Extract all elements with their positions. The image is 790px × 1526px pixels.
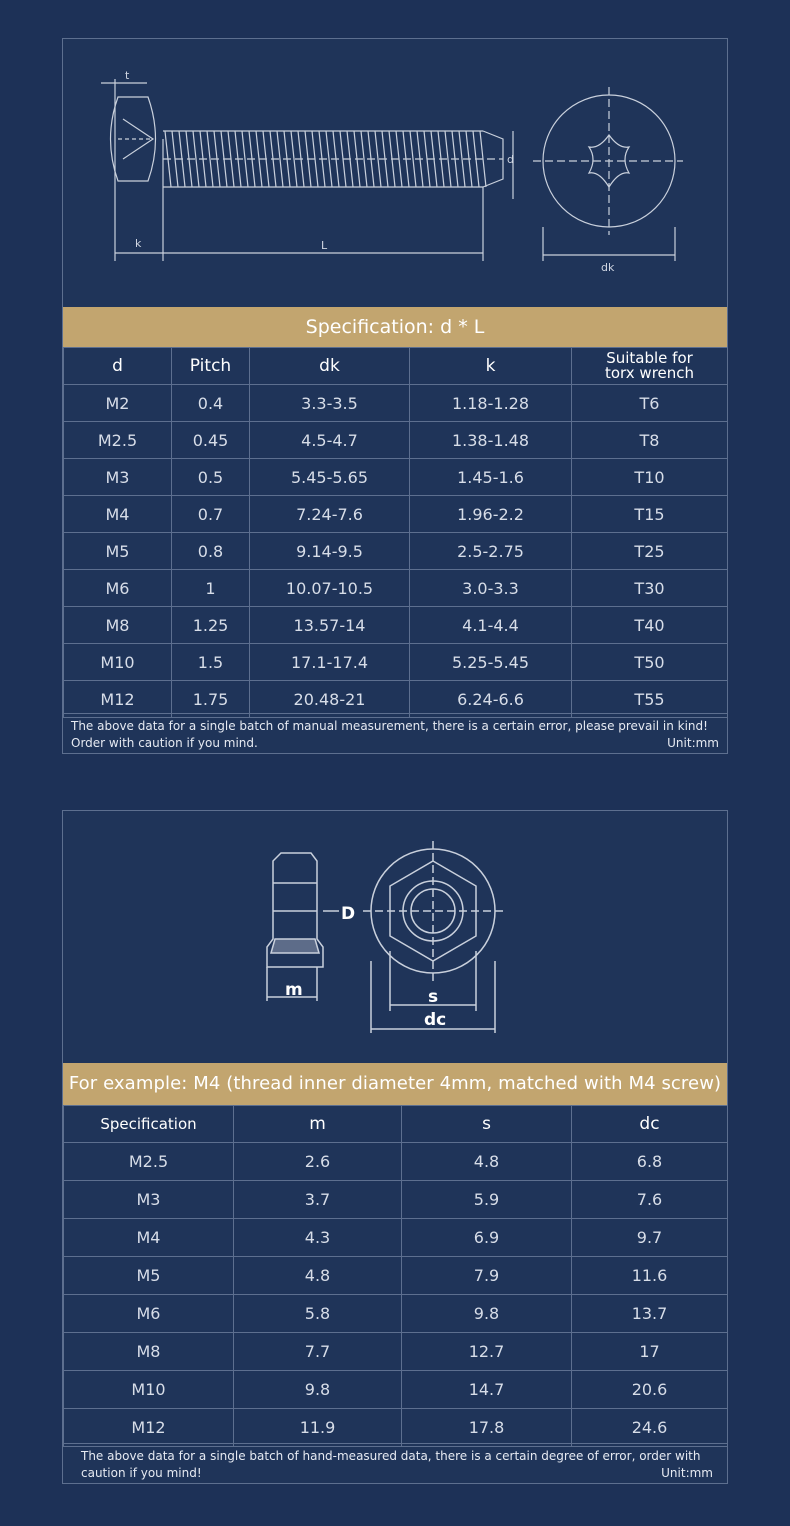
cell-k: 1.96-2.2 [410,496,572,533]
cell-dc: 11.6 [572,1257,728,1295]
table-row [64,1181,728,1219]
cell-spec: M3 [64,1181,234,1219]
measurement-note [63,1443,727,1483]
cell-s: 7.9 [402,1257,572,1295]
header-pitch: Pitch [172,348,250,385]
label-k: k [135,237,142,250]
table-row [64,422,728,459]
cell-spec: M5 [64,1257,234,1295]
cell-k: 4.1-4.4 [410,607,572,644]
cell-pitch: 0.45 [172,422,250,459]
spec-banner: Specification: d * L [63,307,727,347]
cell-torx: T55 [572,681,728,718]
header-specification: Specification [64,1106,234,1143]
example-banner: For example: M4 (thread inner diameter 4mm, matched with M4 screw) [63,1063,727,1105]
cell-pitch: 0.5 [172,459,250,496]
cell-dk: 10.07-10.5 [250,570,410,607]
cell-dk: 17.1-17.4 [250,644,410,681]
table-header-row [64,1106,728,1143]
table-row [64,1143,728,1181]
cell-pitch: 1.5 [172,644,250,681]
cell-dc: 24.6 [572,1409,728,1447]
cell-spec: M12 [64,1409,234,1447]
cell-k: 6.24-6.6 [410,681,572,718]
cell-dk: 20.48-21 [250,681,410,718]
screw-spec-table [63,347,728,718]
header-torx-line2: torx wrench [604,364,695,382]
label-t: t [125,69,130,82]
cell-dk: 9.14-9.5 [250,533,410,570]
cell-spec: M10 [64,1371,234,1409]
cell-m: 7.7 [234,1333,402,1371]
cell-m: 4.8 [234,1257,402,1295]
cell-dk: 7.24-7.6 [250,496,410,533]
label-m: m [285,980,303,1000]
measurement-note [63,713,727,753]
cell-k: 1.38-1.48 [410,422,572,459]
cell-dk: 5.45-5.65 [250,459,410,496]
cell-m: 4.3 [234,1219,402,1257]
cell-spec: M2.5 [64,1143,234,1181]
label-L: L [321,239,328,252]
cell-torx: T40 [572,607,728,644]
cell-torx: T25 [572,533,728,570]
note-line-2: Order with caution if you mind. [71,736,258,750]
cell-d: M5 [64,533,172,570]
label-D: D [341,904,356,924]
table-row [64,1219,728,1257]
cell-m: 5.8 [234,1295,402,1333]
label-s: s [428,987,439,1007]
note-line-2: caution if you mind! [81,1466,202,1480]
header-s: s [402,1106,572,1143]
table-row [64,1371,728,1409]
cell-s: 6.9 [402,1219,572,1257]
cell-m: 9.8 [234,1371,402,1409]
cell-m: 3.7 [234,1181,402,1219]
nut-spec-table [63,1105,728,1447]
cell-k: 1.45-1.6 [410,459,572,496]
cell-s: 4.8 [402,1143,572,1181]
header-torx-wrench [572,348,728,385]
cell-s: 14.7 [402,1371,572,1409]
table-row [64,385,728,422]
header-k: k [410,348,572,385]
cell-dk: 4.5-4.7 [250,422,410,459]
cell-d: M6 [64,570,172,607]
table-row [64,607,728,644]
label-dk: dk [601,261,615,274]
table-row [64,1409,728,1447]
unit-label: Unit:mm [661,1466,713,1480]
table-row [64,681,728,718]
cell-pitch: 0.8 [172,533,250,570]
cell-s: 5.9 [402,1181,572,1219]
label-dc: dc [424,1010,447,1030]
cell-dc: 13.7 [572,1295,728,1333]
cell-s: 9.8 [402,1295,572,1333]
header-d: d [64,348,172,385]
cell-dc: 7.6 [572,1181,728,1219]
cell-k: 3.0-3.3 [410,570,572,607]
cell-d: M2.5 [64,422,172,459]
cell-torx: T30 [572,570,728,607]
cell-torx: T6 [572,385,728,422]
cell-spec: M8 [64,1333,234,1371]
cell-torx: T15 [572,496,728,533]
screw-spec-panel [62,38,728,754]
table-row [64,1295,728,1333]
cell-m: 11.9 [234,1409,402,1447]
cell-dc: 20.6 [572,1371,728,1409]
cell-s: 12.7 [402,1333,572,1371]
cell-d: M8 [64,607,172,644]
cell-pitch: 1.25 [172,607,250,644]
cell-k: 1.18-1.28 [410,385,572,422]
cell-torx: T8 [572,422,728,459]
table-row [64,459,728,496]
cell-dc: 9.7 [572,1219,728,1257]
note-line-1: The above data for a single batch of hand-measured data, there is a certain degree of error, order with [81,1449,701,1463]
cell-k: 2.5-2.75 [410,533,572,570]
cell-torx: T10 [572,459,728,496]
cell-d: M3 [64,459,172,496]
cell-pitch: 1.75 [172,681,250,718]
cell-d: M4 [64,496,172,533]
header-torx-line1: Suitable for [606,349,693,367]
cell-pitch: 1 [172,570,250,607]
table-row [64,533,728,570]
table-row [64,644,728,681]
nut-spec-panel [62,810,728,1484]
table-row [64,1333,728,1371]
header-dk: dk [250,348,410,385]
table-row [64,570,728,607]
cell-m: 2.6 [234,1143,402,1181]
cell-pitch: 0.4 [172,385,250,422]
cell-dk: 3.3-3.5 [250,385,410,422]
torx-screw-diagram [63,39,727,307]
note-line-1: The above data for a single batch of manual measurement, there is a certain error, please prevail in kind! [71,719,708,733]
cell-spec: M6 [64,1295,234,1333]
cell-d: M2 [64,385,172,422]
cell-dk: 13.57-14 [250,607,410,644]
table-row [64,1257,728,1295]
cell-d: M10 [64,644,172,681]
cell-dc: 6.8 [572,1143,728,1181]
unit-label: Unit:mm [667,736,719,750]
header-dc: dc [572,1106,728,1143]
cell-k: 5.25-5.45 [410,644,572,681]
cell-torx: T50 [572,644,728,681]
table-row [64,496,728,533]
cell-s: 17.8 [402,1409,572,1447]
label-d: d [507,153,514,166]
flange-nut-diagram [63,811,727,1063]
cell-d: M12 [64,681,172,718]
header-m: m [234,1106,402,1143]
cell-dc: 17 [572,1333,728,1371]
cell-spec: M4 [64,1219,234,1257]
cell-pitch: 0.7 [172,496,250,533]
table-header-row [64,348,728,385]
